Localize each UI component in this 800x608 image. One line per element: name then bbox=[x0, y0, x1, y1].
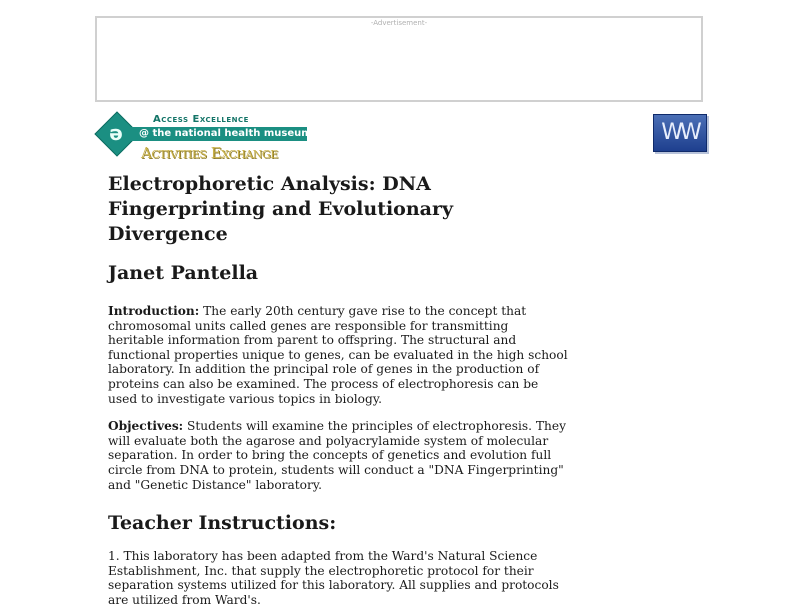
instruction-step: 1. This laboratory has been adapted from the Ward's Natural Science Establishment, Inc. that supply the electrophoretic protocol for their separation systems utilized for this laboratory. All supplies and protocols are utilized from Ward's. bbox=[108, 549, 559, 607]
page-title: Electrophoretic Analysis: DNA Fingerprinting and Evolutionary Divergence bbox=[108, 173, 454, 245]
ae-emblem-glyph: ə bbox=[109, 121, 123, 145]
article-content bbox=[108, 172, 568, 608]
objectives-paragraph bbox=[108, 419, 568, 492]
introduction-paragraph bbox=[108, 304, 568, 406]
access-excellence-logo[interactable] bbox=[97, 112, 312, 166]
author-name: Janet Pantella bbox=[108, 262, 259, 284]
partner-logo[interactable] bbox=[653, 114, 707, 152]
introduction-label: Introduction: bbox=[108, 304, 200, 318]
ww-logo-icon: WW bbox=[661, 120, 699, 145]
advertisement-label: -Advertisement- bbox=[370, 19, 428, 27]
introduction-text: The early 20th century gave rise to the concept that chromosomal units called genes are responsible for transmitting heritable information from parent to offspring. The structural and functional properties unique to genes, can be evaluated in the high school laboratory. In addition the principal role of genes in the production of proteins can also be examined. The process of electrophoresis can be used to investigate various topics in biology. bbox=[108, 304, 568, 406]
teacher-instructions-heading: Teacher Instructions: bbox=[108, 512, 337, 535]
advertisement-banner[interactable] bbox=[95, 16, 703, 102]
objectives-text: Students will examine the principles of electrophoresis. They will evaluate both the agarose and polyacrylamide system of molecular separation. In order to bring the concepts of genetics and evolution full circle from DNA to protein, students will conduct a "DNA Fingerprinting" and "Genetic Distance" laboratory. bbox=[108, 419, 566, 492]
logo-subtitle: @ the national health museum bbox=[139, 128, 312, 139]
logo-title: Access Excellence bbox=[153, 114, 249, 125]
logo-section-name: Activities Exchange bbox=[141, 144, 278, 162]
objectives-label: Objectives: bbox=[108, 419, 184, 434]
